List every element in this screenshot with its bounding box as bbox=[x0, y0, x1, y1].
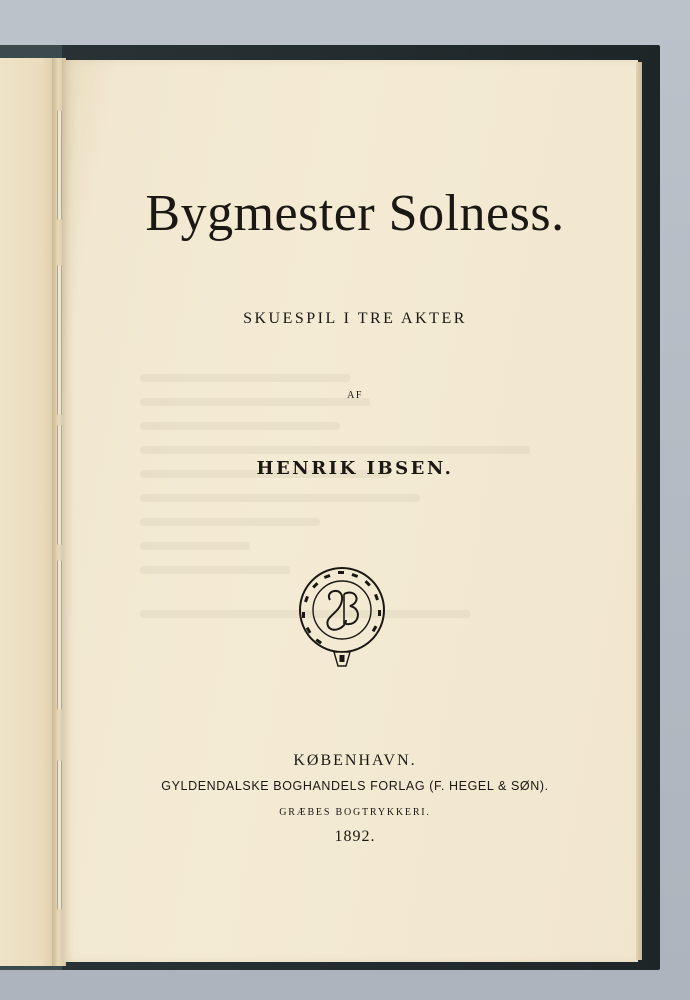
imprint-publisher: GYLDENDALSKE BOGHANDELS FORLAG (F. HEGEL & SØN). bbox=[161, 779, 549, 793]
show-through-text bbox=[140, 494, 420, 502]
imprint-city: KØBENHAVN. bbox=[293, 752, 417, 769]
byline-word: AF bbox=[347, 390, 363, 401]
author-name: HENRIK IBSEN. bbox=[256, 458, 454, 479]
imprint-year: 1892. bbox=[334, 828, 376, 845]
show-through-text bbox=[140, 446, 530, 454]
publisher-monogram-emblem-icon bbox=[294, 566, 390, 670]
show-through-text bbox=[140, 422, 340, 430]
show-through-text bbox=[140, 374, 350, 382]
show-through-text bbox=[140, 518, 320, 526]
left-page bbox=[0, 58, 58, 966]
imprint-printer: GRÆBES BOGTRYKKERI. bbox=[279, 807, 431, 818]
book-subtitle: SKUESPIL I TRE AKTER bbox=[243, 310, 467, 327]
show-through-text bbox=[140, 566, 290, 574]
show-through-text bbox=[140, 542, 250, 550]
book-title: Bygmester Solness. bbox=[145, 185, 565, 242]
